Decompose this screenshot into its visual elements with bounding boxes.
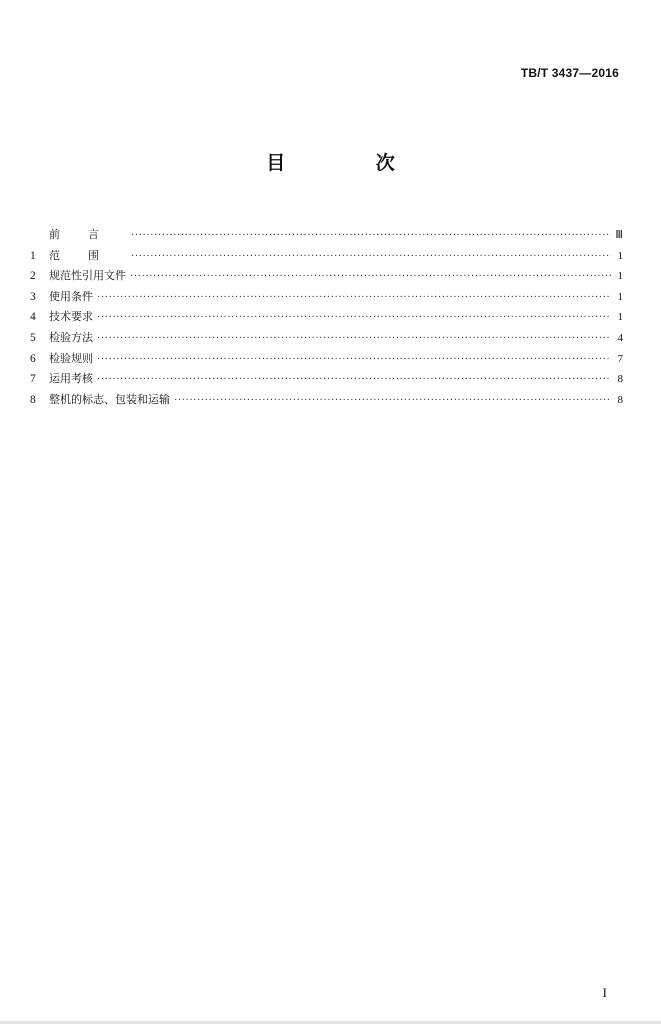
- toc-entry-normative-references[interactable]: [30, 266, 623, 287]
- toc-entry-label: 运用考核: [49, 372, 93, 386]
- toc-list: [30, 225, 623, 410]
- toc-entry-foreword[interactable]: [30, 225, 623, 246]
- toc-entry-technical-requirements[interactable]: [30, 307, 623, 328]
- page-number: I: [602, 985, 607, 1000]
- toc-entry-number: 4: [30, 311, 36, 324]
- toc-entry-page: 1: [617, 270, 623, 283]
- toc-entry-label: 技术要求: [49, 310, 93, 324]
- toc-leader-dots: [97, 370, 611, 391]
- toc-entry-label: 检验方法: [49, 330, 93, 344]
- toc-entry-operational-assessment[interactable]: [30, 369, 623, 390]
- toc-entry-number: 6: [30, 352, 36, 365]
- toc-entry-label: 范围: [49, 248, 127, 262]
- toc-entry-page: Ⅲ: [615, 229, 623, 241]
- toc-leader-dots: [97, 288, 611, 309]
- toc-entry-page: 1: [617, 249, 623, 262]
- toc-leader-dots: [174, 391, 611, 412]
- toc-entry-page: 8: [617, 373, 623, 386]
- standard-code: TB/T 3437—2016: [520, 66, 619, 80]
- toc-entry-number: 1: [30, 249, 36, 262]
- toc-entry-label: 检验规则: [49, 351, 93, 365]
- toc-entry-number: 8: [30, 393, 36, 406]
- toc-entry-page: 4: [617, 331, 623, 344]
- toc-entry-marking-packaging-transport[interactable]: [30, 390, 623, 411]
- toc-title: 目 次: [266, 152, 437, 174]
- toc-entry-page: 1: [617, 290, 623, 303]
- toc-leader-dots: [97, 329, 611, 350]
- toc-entry-number: 2: [30, 270, 36, 283]
- toc-entry-label: 整机的标志、包装和运输: [49, 392, 170, 406]
- toc-leader-dots: [130, 267, 611, 288]
- toc-entry-scope[interactable]: [30, 246, 623, 267]
- toc-leader-dots: [97, 308, 611, 329]
- toc-leader-dots: [131, 247, 611, 268]
- toc-entry-label: 前言: [49, 228, 127, 241]
- toc-leader-dots: [131, 226, 611, 247]
- toc-entry-number: 7: [30, 373, 36, 386]
- toc-entry-label: 规范性引用文件: [49, 269, 126, 283]
- toc-entry-page: 1: [617, 311, 623, 324]
- toc-entry-test-methods[interactable]: [30, 328, 623, 349]
- toc-entry-number: 5: [30, 331, 36, 344]
- toc-entry-conditions-of-use[interactable]: [30, 287, 623, 308]
- toc-entry-inspection-rules[interactable]: [30, 349, 623, 370]
- toc-leader-dots: [97, 350, 611, 371]
- toc-entry-number: 3: [30, 290, 36, 303]
- toc-entry-label: 使用条件: [49, 289, 93, 303]
- toc-entry-page: 7: [617, 352, 623, 365]
- toc-entry-page: 8: [617, 393, 623, 406]
